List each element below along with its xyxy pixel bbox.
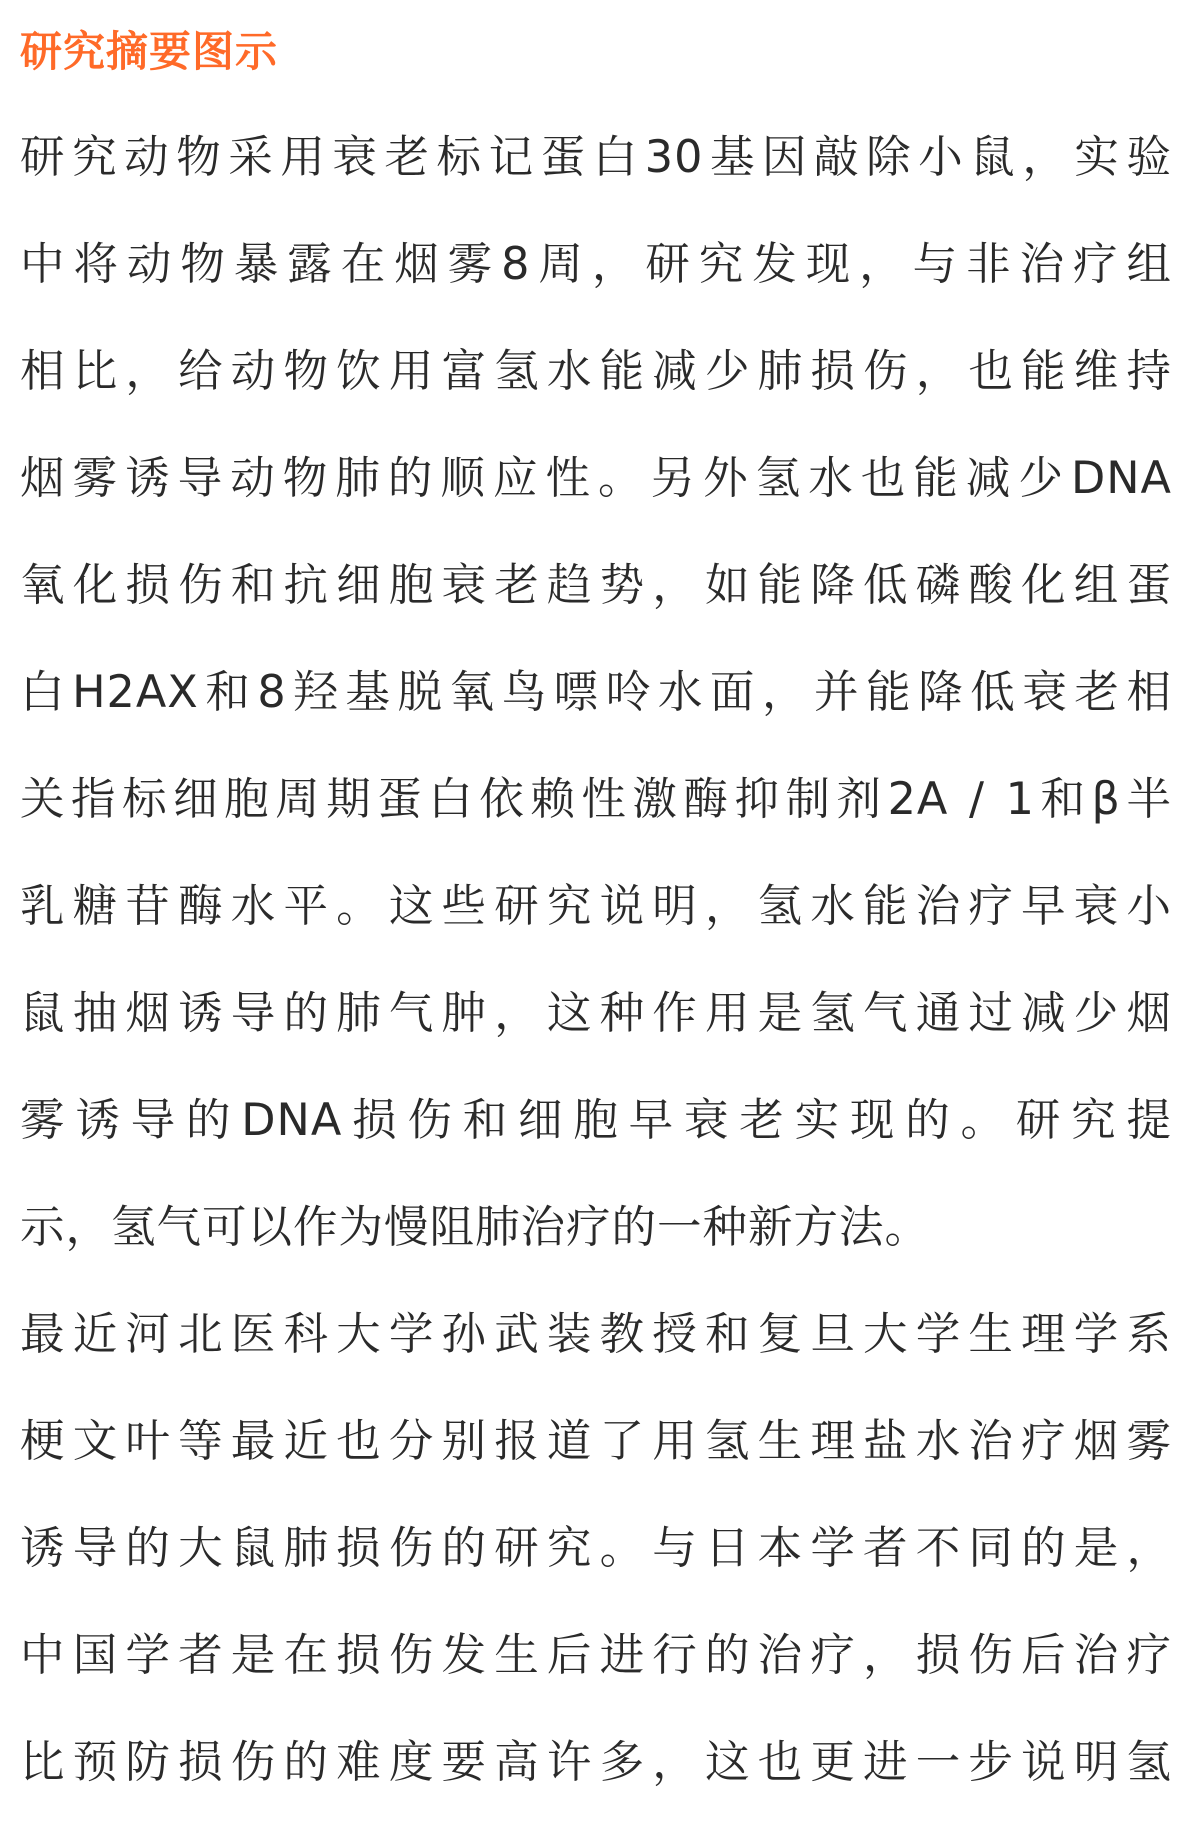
text-line: 中将动物暴露在烟雾8周，研究发现，与非治疗组 <box>20 239 1172 290</box>
text-line: 鼠抽烟诱导的肺气肿，这种作用是氢气通过减少烟 <box>20 988 1172 1039</box>
paragraph-research-findings <box>20 104 1172 1281</box>
section-heading: 研究摘要图示 <box>20 27 279 76</box>
text-line: 梗文叶等最近也分别报道了用氢生理盐水治疗烟雾 <box>20 1416 1172 1467</box>
text-line: 诱导的大鼠肺损伤的研究。与日本学者不同的是， <box>20 1523 1172 1574</box>
text-line: 示，氢气可以作为慢阻肺治疗的一种新方法。 <box>20 1202 931 1253</box>
text-line: 氧化损伤和抗细胞衰老趋势，如能降低磷酸化组蛋 <box>20 560 1172 611</box>
text-line: 乳糖苷酶水平。这些研究说明，氢水能治疗早衰小 <box>20 881 1172 932</box>
text-line: 最近河北医科大学孙武装教授和复旦大学生理学系 <box>20 1309 1172 1360</box>
paragraph-chinese-studies <box>20 1281 1172 1816</box>
article <box>20 0 1172 1816</box>
text-line: 中国学者是在损伤发生后进行的治疗，损伤后治疗 <box>20 1630 1172 1681</box>
text-line: 相比，给动物饮用富氢水能减少肺损伤，也能维持 <box>20 346 1172 397</box>
text-line: 白H2AX和8羟基脱氧鸟嘌呤水面，并能降低衰老相 <box>20 667 1172 718</box>
text-line: 雾诱导的DNA损伤和细胞早衰老实现的。研究提 <box>20 1095 1172 1146</box>
text-line: 烟雾诱导动物肺的顺应性。另外氢水也能减少DNA <box>20 453 1172 504</box>
text-line: 研究动物采用衰老标记蛋白30基因敲除小鼠，实验 <box>20 132 1172 183</box>
text-line: 比预防损伤的难度要高许多，这也更进一步说明氢 <box>20 1737 1172 1788</box>
text-line: 关指标细胞周期蛋白依赖性激酶抑制剂2A / 1和β半 <box>20 774 1172 825</box>
